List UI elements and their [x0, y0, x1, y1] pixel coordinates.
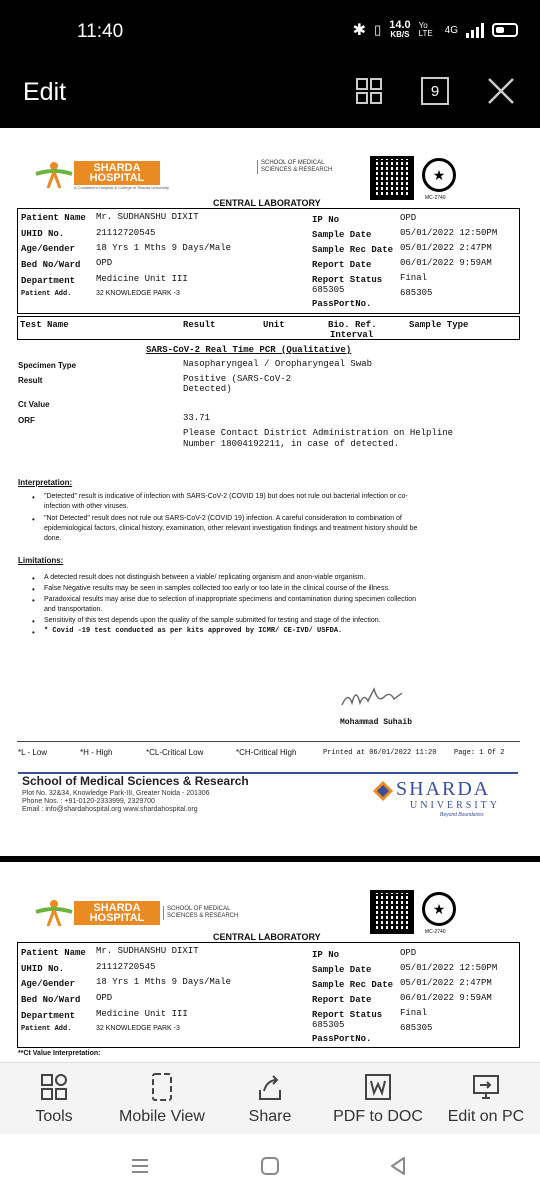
col-bio-ref: Bio. Ref.: [328, 320, 377, 330]
address-value-p2: 32 KNOWLEDGE PARK -3: [96, 1025, 180, 1032]
label-patient-name-p2: Patient Name: [21, 948, 86, 958]
legend-divider: [17, 741, 520, 742]
report-status-value-p2: Final: [400, 1008, 428, 1018]
system-nav-bar: [0, 1134, 540, 1200]
interpretation-2b: epidemiological factors, clinical history, examination, other relevant investigation findings and treatment history should be: [44, 525, 418, 532]
label-sample-rec-date: Sample Rec Date: [312, 245, 394, 255]
network-type: 4G: [444, 24, 458, 36]
limitation-4: Sensitivity of this test depends upon the quality of the sample submitted for testing and stage of the infection.: [44, 617, 381, 624]
hospital-name-page2: SHARDA HOSPITAL: [74, 901, 160, 925]
col-result: Result: [183, 320, 216, 330]
label-specimen: Specimen Type: [18, 361, 77, 370]
age-value: 18 Yrs 1 Mths 9 Days/Male: [96, 243, 232, 253]
limitation-1: A detected result does not distinguish between a viable/ replicating organism and anon-viable organism.: [44, 574, 366, 581]
bluetooth-icon: ✱: [352, 22, 367, 39]
department-value: Medicine Unit III: [96, 274, 188, 284]
col-unit: Unit: [263, 320, 285, 330]
hospital-logo: [34, 160, 337, 190]
bullet-2: •: [32, 515, 35, 524]
app-toolbar: [0, 64, 540, 128]
result-value-line1: Positive (SARS-CoV-2: [183, 374, 292, 384]
back-icon[interactable]: [388, 1156, 408, 1176]
interpretation-1a: "Detected" result is indicative of infection with SARS-CoV-2 (COVID 19) but does not rule out bacterial infection or co-: [44, 493, 408, 500]
footer-university-name: UNIVERSITY: [410, 800, 500, 811]
col-test-name: Test Name: [20, 320, 69, 330]
label-report-status: Report Status: [312, 275, 383, 285]
report-date-value: 06/01/2022 9:59AM: [400, 258, 492, 268]
status-bar: [0, 0, 540, 64]
patient-name-p2: Mr. SUDHANSHU DIXIT: [96, 946, 199, 956]
interpretation-2c: done.: [44, 535, 62, 542]
helpline-line1: Please Contact District Administration on Helpline: [183, 428, 454, 438]
logo-figure-icon: [34, 160, 74, 190]
hospital-name: SHARDA HOSPITAL: [74, 161, 160, 185]
ip-value: OPD: [400, 213, 417, 223]
signature-image: [338, 679, 408, 713]
label-passport: PassPortNo.: [312, 299, 372, 309]
report-status-value: Final: [400, 273, 428, 283]
legend-low: *L - Low: [18, 748, 48, 757]
label-ip-p2: IP No: [312, 950, 340, 960]
limitation-5: * Covid -19 test conducted as per kits approved by ICMR/ CE-IVD/ USFDA.: [44, 627, 343, 635]
nabl-seal-icon: ★: [422, 158, 456, 192]
share-label: Share: [248, 1107, 292, 1125]
col-interval: Interval: [330, 330, 374, 340]
edit-button[interactable]: Edit: [23, 78, 67, 106]
share-button[interactable]: [216, 1063, 324, 1134]
page-number: Page: 1 Of 2: [454, 749, 505, 757]
footer-email: Email : info@shardahospital.org www.shardahospital.org: [22, 806, 198, 813]
sample-rec-date-value: 05/01/2022 2:47PM: [400, 243, 492, 253]
address-value: 32 KNOWLEDGE PARK -3: [96, 290, 180, 297]
label-report-status-p2: Report Status: [312, 1010, 383, 1020]
legend-critical-high: *CH-Critical High: [236, 748, 297, 757]
label-age-p2: Age/Gender: [21, 979, 76, 989]
school-name: SCHOOL OF MEDICAL SCIENCES & RESEARCH: [257, 160, 337, 174]
label-address-p2: Patient Add.: [21, 1025, 72, 1033]
tools-button[interactable]: [0, 1063, 108, 1134]
footer-address: [22, 790, 210, 814]
specimen-value: Nasopharyngeal / Oropharyngeal Swab: [183, 359, 373, 369]
volte-label: Yo LTE: [418, 21, 433, 38]
sample-date-value: 05/01/2022 12:50PM: [400, 228, 498, 238]
label-patient-name: Patient Name: [21, 213, 86, 223]
bed-value: OPD: [96, 258, 113, 268]
document-viewer[interactable]: [0, 128, 540, 1062]
label-sample-date: Sample Date: [312, 230, 372, 240]
label-department-p2: Department: [21, 1011, 76, 1021]
hospital-tagline: A Constituent Hospital & College of Sharda University: [74, 184, 169, 190]
lab-title-page2: CENTRAL LABORATORY: [213, 932, 321, 942]
home-icon[interactable]: [260, 1156, 280, 1176]
pdf-to-doc-label: PDF to DOC: [333, 1107, 423, 1125]
legend-high: *H - High: [80, 748, 113, 757]
page-separator: [0, 856, 540, 862]
ct-interpretation-heading: **Ct Value Interpretation:: [18, 1050, 101, 1057]
monitor-icon: [471, 1072, 501, 1102]
printed-at: Printed at 06/01/2022 11:20: [323, 749, 437, 757]
hospital-logo-page2: [34, 898, 243, 928]
sample-date-value-p2: 05/01/2022 12:50PM: [400, 963, 498, 973]
close-icon[interactable]: [486, 76, 516, 106]
label-uhid-p2: UHID No.: [21, 964, 65, 974]
bullet-1: •: [32, 493, 35, 502]
bullet-6: •: [32, 617, 35, 626]
footer-phone: Phone Nos. : +91-0120-2333999, 2329700: [22, 798, 155, 805]
battery-icon: [492, 23, 518, 37]
footer-school: School of Medical Sciences & Research: [22, 774, 249, 788]
footer-address-line1: Plot No. 32&34, Knowledge Park-III, Greater Noida - 201306: [22, 790, 210, 797]
word-icon: [363, 1072, 393, 1102]
limitation-2: False Negative results may be seen in samples collected too early or too late in the clinical course of the illness.: [44, 585, 390, 592]
label-uhid: UHID No.: [21, 229, 65, 239]
signal-icon: [466, 22, 484, 38]
col-sample-type: Sample Type: [409, 320, 469, 330]
uhid-value-p2: 21112720545: [96, 962, 156, 972]
label-department: Department: [21, 276, 76, 286]
nabl-seal-icon: ★: [422, 892, 456, 926]
report-code-right-p2: 685305: [400, 1023, 433, 1033]
bottom-toolbar: [0, 1062, 540, 1134]
limitation-3a: Paradoxical results may arise due to selection of inappropriate specimens and contamination during specimen collection: [44, 596, 416, 603]
label-passport-p2: PassPortNo.: [312, 1034, 372, 1044]
report-code-right: 685305: [400, 288, 433, 298]
lab-title: CENTRAL LABORATORY: [213, 198, 321, 208]
school-name-page2: SCHOOL OF MEDICAL SCIENCES & RESEARCH: [163, 906, 243, 920]
university-logo-icon: [372, 780, 394, 802]
seal-label-page2: MC-2740: [425, 929, 446, 935]
tools-label: Tools: [35, 1107, 73, 1125]
label-result: Result: [18, 376, 43, 385]
label-report-date: Report Date: [312, 260, 372, 270]
qr-code: [370, 156, 414, 200]
page-count-button[interactable]: 9: [421, 77, 449, 105]
label-bed: Bed No/Ward: [21, 260, 81, 270]
bullet-3: •: [32, 574, 35, 583]
seal-label: MC-2740: [425, 195, 446, 201]
label-report-date-p2: Report Date: [312, 995, 372, 1005]
interpretation-2a: "Not Detected" result does not rule out SARS-CoV-2 (COVID 19) infection. A careful consideration to combination of: [44, 515, 402, 522]
logo-figure-icon: [34, 898, 74, 928]
mobile-view-icon: [147, 1072, 177, 1102]
status-icons: [353, 20, 518, 40]
report-code-p2: 685305: [312, 1020, 345, 1030]
limitations-heading: Limitations:: [18, 556, 64, 565]
label-ip: IP No: [312, 215, 340, 225]
report-date-value-p2: 06/01/2022 9:59AM: [400, 993, 492, 1003]
label-bed-p2: Bed No/Ward: [21, 995, 81, 1005]
qr-code-page2: [370, 890, 414, 934]
patient-name: Mr. SUDHANSHU DIXIT: [96, 212, 199, 222]
orf-value: 33.71: [183, 413, 211, 423]
footer-tagline: Beyond Boundaries: [440, 812, 484, 818]
age-value-p2: 18 Yrs 1 Mths 9 Days/Male: [96, 977, 232, 987]
label-address: Patient Add.: [21, 290, 72, 298]
edit-on-pc-button[interactable]: [432, 1063, 540, 1134]
bullet-5: •: [32, 596, 35, 605]
pdf-to-doc-button[interactable]: [324, 1063, 432, 1134]
sample-rec-date-value-p2: 05/01/2022 2:47PM: [400, 978, 492, 988]
interpretation-heading: Interpretation:: [18, 478, 73, 487]
label-sample-date-p2: Sample Date: [312, 965, 372, 975]
test-title: SARS-CoV-2 Real Time PCR (Qualitative): [146, 345, 352, 355]
tools-icon: [39, 1072, 69, 1102]
bed-value-p2: OPD: [96, 993, 113, 1003]
mobile-view-button[interactable]: [108, 1063, 216, 1134]
signatory-name: Mohammad Suhaib: [340, 718, 413, 727]
bullet-4: •: [32, 585, 35, 594]
report-code: 685305: [312, 285, 345, 295]
edit-on-pc-label: Edit on PC: [447, 1107, 525, 1125]
thumbnail-grid-icon[interactable]: [356, 78, 382, 104]
status-time: 11:40: [77, 21, 124, 42]
interpretation-1b: infection with other viruses.: [44, 503, 129, 510]
mobile-view-label: Mobile View: [119, 1107, 205, 1125]
department-value-p2: Medicine Unit III: [96, 1009, 188, 1019]
uhid-value: 21112720545: [96, 228, 156, 238]
recent-apps-icon[interactable]: [130, 1156, 150, 1176]
label-orf: ORF: [18, 416, 35, 425]
share-icon: [255, 1072, 285, 1102]
result-value-line2: Detected): [183, 384, 232, 394]
network-speed: 14.0 KB/S: [389, 19, 411, 39]
bullet-7: •: [32, 628, 35, 637]
helpline-line2: Number 18004192211, in case of detected.: [183, 439, 400, 449]
label-sample-rec-date-p2: Sample Rec Date: [312, 980, 394, 990]
footer-university-logo: SHARDA: [396, 778, 491, 800]
legend-critical-low: *CL-Critical Low: [146, 748, 204, 757]
vibrate-icon: ▯: [374, 22, 382, 37]
label-age: Age/Gender: [21, 244, 76, 254]
limitation-3b: and transportation.: [44, 606, 103, 613]
label-ct-value: Ct Value: [18, 400, 50, 409]
ip-value-p2: OPD: [400, 948, 417, 958]
